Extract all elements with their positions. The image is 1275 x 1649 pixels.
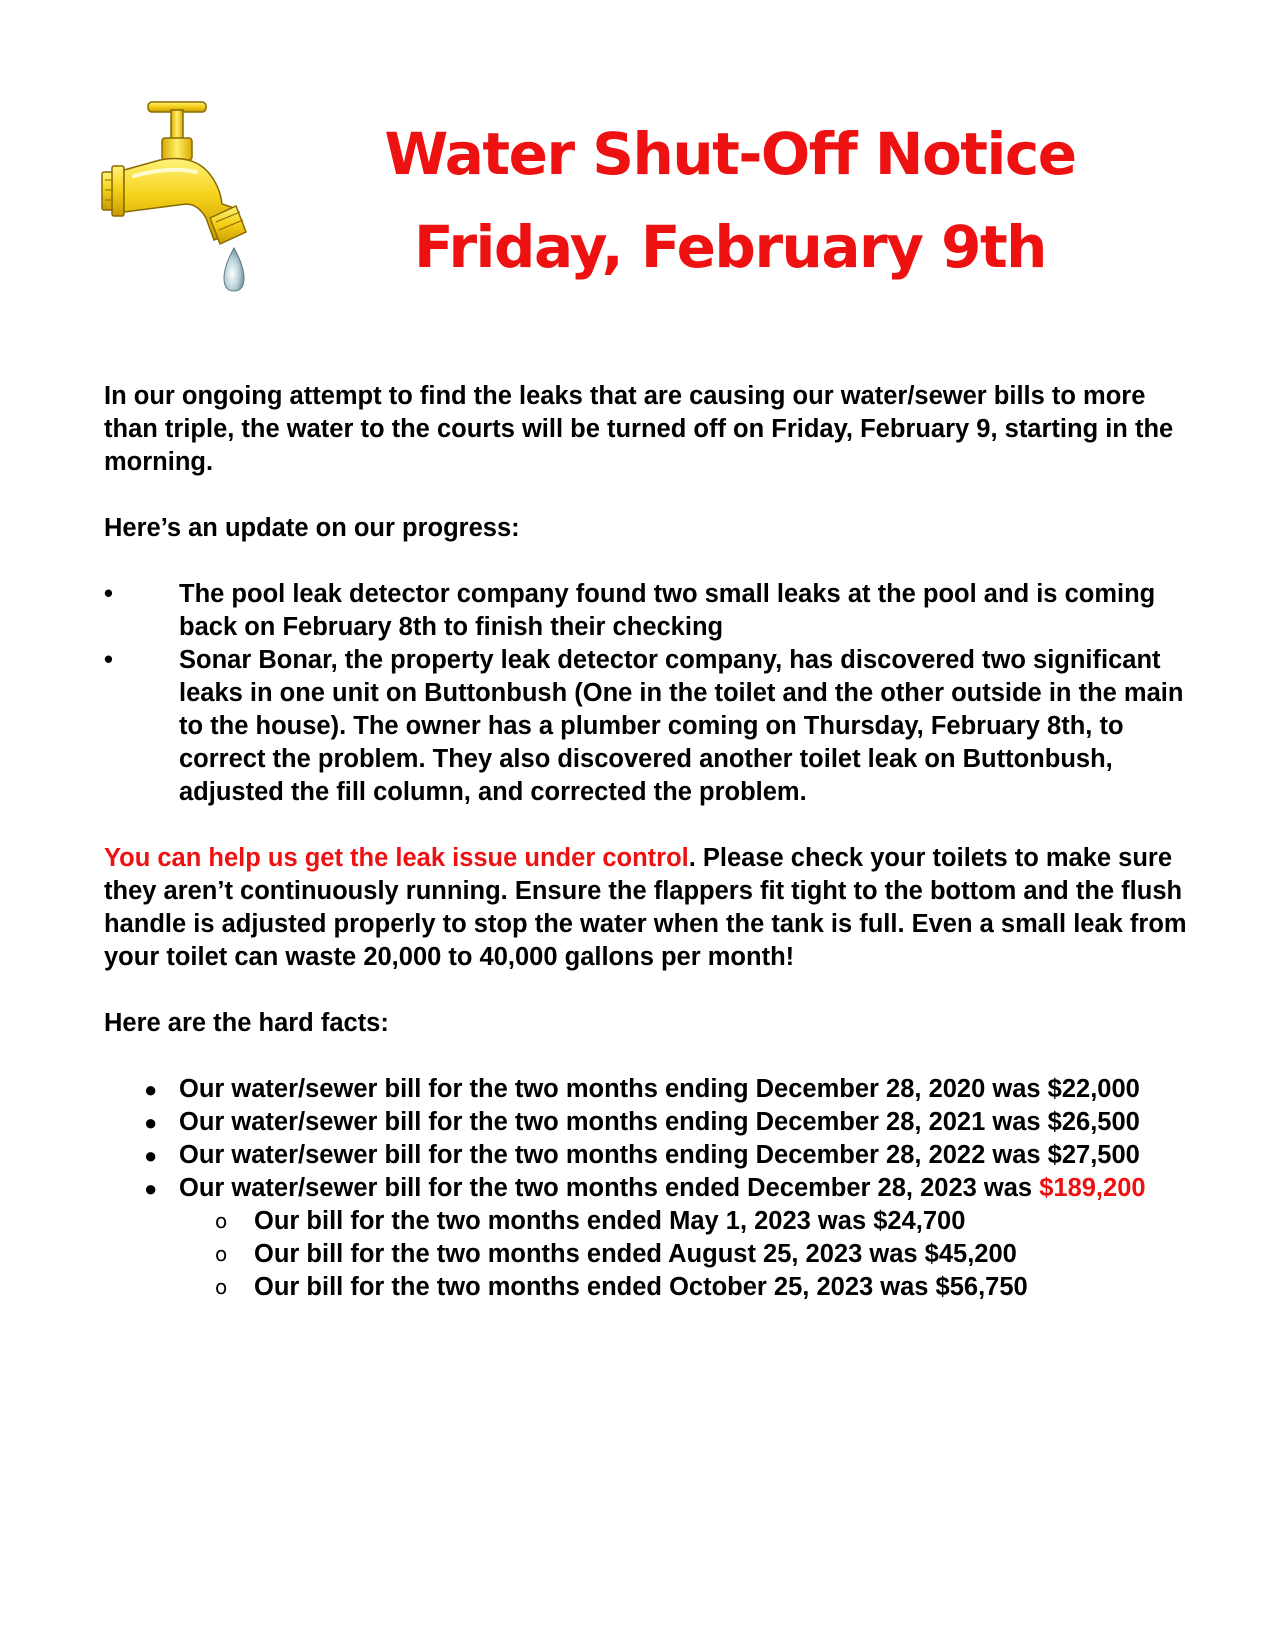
fact-amount: $26,500 [1047,1108,1140,1136]
title-line-2: Friday, February 9th [414,213,1046,281]
fact-bullet-icon: ● [144,1110,158,1135]
facts-list [104,1073,1194,1304]
sub-facts-list [179,1205,1194,1304]
progress-item-text: The pool leak detector company found two small leaks at the pool and is coming back on February 8th to finish their checking [179,580,1156,641]
fact-item [104,1139,1194,1172]
circle-bullet-icon: o [215,1242,228,1266]
progress-heading: Here’s an update on our progress: [104,514,520,542]
facts-heading: Here are the hard facts: [104,1009,389,1037]
fact-amount: $22,000 [1047,1075,1140,1103]
fact-text: Our water/sewer bill for the two months ended December 28, 2023 was [179,1174,1040,1202]
sub-fact-text: Our bill for the two months ended October 25, 2023 was $56,750 [254,1273,1028,1301]
notice-body [104,380,1194,1304]
sub-fact-item [179,1238,1194,1271]
fact-amount-highlight: $189,200 [1039,1174,1146,1202]
sub-fact-item [179,1271,1194,1304]
fact-item [104,1073,1194,1106]
sub-fact-item [179,1205,1194,1238]
intro-paragraph: In our ongoing attempt to find the leaks that are causing our water/sewer bills to more than triple, the water to the courts will be turned off on Friday, February 9, starting in the morning. [104,382,1174,476]
fact-text: Our water/sewer bill for the two months ending December 28, 2022 was [179,1141,1048,1169]
progress-list [104,578,1194,809]
sub-fact-text: Our bill for the two months ended May 1, 2023 was $24,700 [254,1207,966,1235]
circle-bullet-icon: o [215,1209,228,1233]
fact-amount: $27,500 [1047,1141,1140,1169]
faucet-dripping-icon [100,100,260,295]
sub-fact-text: Our bill for the two months ended August 25, 2023 was $45,200 [254,1240,1017,1268]
bullet-icon: • [104,646,113,674]
fact-text: Our water/sewer bill for the two months ending December 28, 2021 was [179,1108,1048,1136]
circle-bullet-icon: o [215,1275,228,1299]
fact-bullet-icon: ● [144,1077,158,1102]
help-paragraph [104,842,1194,974]
fact-text: Our water/sewer bill for the two months ending December 28, 2020 was [179,1075,1048,1103]
fact-item [104,1172,1194,1304]
bullet-icon: • [104,580,113,608]
fact-bullet-icon: ● [144,1176,158,1201]
fact-bullet-icon: ● [144,1143,158,1168]
progress-item-text: Sonar Bonar, the property leak detector company, has discovered two significant leaks in one unit on Buttonbush (One in the toilet and the other outside in the main to the house). The owner has a plumber coming on Thursday, February 8th, to correct the problem. They also discovered another toilet leak on Buttonbush, adjusted the fill column, and corrected the problem. [179,646,1184,806]
help-highlight: You can help us get the leak issue under control [104,844,689,872]
title-line-1: Water Shut-Off Notice [384,120,1076,188]
progress-item [104,644,1194,809]
notice-title [290,108,1170,294]
help-text: . Please check your toilets to make sure they aren’t continuously running. Ensure the flappers fit tight to the bottom and the flush handle is adjusted properly to stop the water when the tank is full. Even a small leak from your toilet can waste 20,000 to 40,000 gallons per month! [104,844,1187,971]
fact-item [104,1106,1194,1139]
progress-item [104,578,1194,644]
